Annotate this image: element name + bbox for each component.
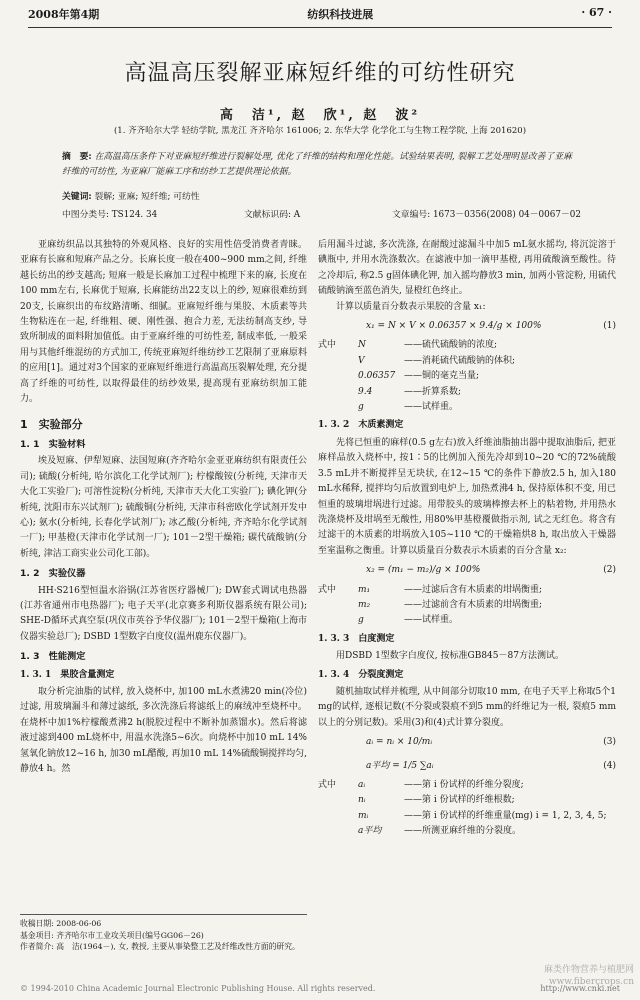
equation-1 <box>318 315 616 338</box>
subsection-heading: 1. 3 性能测定 <box>20 651 86 663</box>
pectin-paragraph: 取分析完油脂的试样, 放入烧杯中, 加100 mL水煮沸20 min(冷位)过滤, 用玻璃漏斗和薄过滤纸, 多次洗涤后将滤纸上的麻绒冲至烧杯中。在烧杯中加1%柠檬酸煮沸2 h(脱胶过程中不断补加蒸馏水)。然后将滤液过滤到400 mL烧杯中, 用温水洗涤5~6次。向烧杯中加10 mL 14%氢氧化钠放12~16 h, 加30 mL醋酸, 再加10 mL 14%硫酸铜搅拌均匀, 静放4 h。然 <box>20 686 307 774</box>
abstract <box>62 150 578 180</box>
definition-label <box>318 338 616 353</box>
equation-1-number: (1) <box>603 321 616 332</box>
affiliation: (1. 齐齐哈尔大学 轻纺学院, 黑龙江 齐齐哈尔 161006; 2. 东华大学 化学化工与生物工程学院, 上海 201620) <box>113 126 527 136</box>
symbol: mᵢ <box>358 810 369 821</box>
subsection-heading: 1. 1 实验材料 <box>20 438 86 450</box>
definition-row <box>318 793 616 808</box>
lignin-paragraph: 先将已恒重的麻样(0.5 g左右)放入纤维油脂抽出器中提取油脂后, 把亚麻样品放入烧杯中, 按1∶5的比例加入预先冷却到10~20 ℃的72%硫酸3.5 mL并不断搅拌呈无块状, 在12~15 ℃的条件下静放2.5 h, 加入180 mL水稀释, 搅拌均匀后放置到电炉上, 加热煮沸4 h, 保持原体积不变, 用已恒重的玻璃坩埚进行过滤。用带胶头的玻璃棒擦去杯上的粘着物, 并用热水洗涤烧杯及坩埚至无酸性, 用80%甲基橙覆做指示剂, 试之无红色。将含有过滤干的木质素的坩埚放入105~110 ℃的干燥箱烘8 h, 取出放入干燥器至室温称之衡重。计算以质量百分数表示木质素的百分含量 x₂: <box>318 437 616 556</box>
equation-3-body: aᵢ = nᵢ × 10/mᵢ <box>366 737 433 748</box>
equation-2-body: x₂ = (m₁ − m₂)/g × 100% <box>366 565 481 576</box>
classification-line <box>62 207 612 220</box>
right-column <box>318 238 616 840</box>
symbol-description: ——过滤前含有木质素的坩埚衡重; <box>404 599 543 610</box>
symbol: g <box>358 402 364 413</box>
symbol-description: ——硫代硫酸钠的浓度; <box>404 340 498 351</box>
symbol: nᵢ <box>358 795 366 806</box>
definition-list-2 <box>318 583 616 629</box>
equation-4-number: (4) <box>603 760 616 771</box>
authors: 高 洁¹, 赵 欣¹, 赵 波² <box>219 108 421 123</box>
pectin-continued-paragraph: 后用漏斗过滤, 多次洗涤, 在耐酸过滤漏斗中加5 mL氨水摇均, 将沉淀溶于碘瓶中, 并用水洗涤数次。在滤液中加一滴甲基橙, 再用硫酸滴至酸性。待之冷却后, 称2.5 g固体碘化钾, 加入摇均静放3 min, 加两小管淀粉, 用硫代硫酸钠滴至蓝色消失, 显橙红色终止。 <box>318 240 616 297</box>
equation-3 <box>318 731 616 754</box>
equation-4-body: a平均 = 1/5 ∑aᵢ <box>366 760 434 771</box>
equation-3-number: (3) <box>603 737 616 748</box>
symbol: a平均 <box>358 826 382 837</box>
symbol: m₂ <box>358 599 371 610</box>
definition-row <box>318 613 616 628</box>
definition-label <box>318 778 616 793</box>
subsubsection-heading: 1. 3. 3 白度测定 <box>318 633 395 644</box>
symbol: V <box>358 355 365 366</box>
equation-1-body: x₁ = N × V × 0.06357 × 9.4/g × 100% <box>366 321 542 332</box>
journal-name: 纺织科技进展 <box>307 8 374 21</box>
symbol: 9.4 <box>358 386 373 397</box>
definition-row <box>318 354 616 369</box>
issue-label: 2008年第4期 <box>28 8 100 21</box>
subsubsection-heading: 1. 3. 2 木质素测定 <box>318 420 404 431</box>
keywords <box>62 189 578 202</box>
abstract-label: 摘 要: <box>62 152 92 162</box>
subsection-heading: 1. 2 实验仪器 <box>20 568 86 580</box>
equation-2 <box>318 559 616 582</box>
where-label: 式中 <box>318 340 337 351</box>
symbol: aᵢ <box>358 780 366 790</box>
splitting-paragraph: 随机抽取试样并梳理, 从中间部分切取10 mm, 在电子天平上称取5个1 mg的试样, 逐根记数(不分裂或裂痕不到5 mm的纤维记为一根, 裂痕5 mm以上的分别记数)。采用(3)和(4)式计算分裂度。 <box>318 686 616 728</box>
materials-paragraph: 埃及短麻、伊犁短麻、法国短麻(齐齐哈尔金亚亚麻纺织有限责任公司); 硫酸(分析纯, 哈尔滨化工化学试剂厂); 柠檬酸铵(分析纯, 天津市天大化工实验厂); 可溶性淀粉(分析纯, 天津市天大化工实验厂); 碘化钾(分析纯, 沈阳市东兴试剂厂); 硫酸铜(分析纯, 天津市科密欧化学试剂开发中心); 氨水(分析纯, 长春化学试剂厂); 冰乙酸(分析纯, 齐齐哈尔化学试剂一厂); 甲基橙(天津市化学试剂一厂); 101－2型干燥箱; 碳代硫酸钠(分析纯, 津洁工商实业公司化工部)。 <box>20 456 307 559</box>
copyright-text: © 1994-2010 China Academic Journal Electronic Publishing House. All rights reserved. <box>20 984 376 993</box>
equation-4 <box>318 755 616 778</box>
subsubsection-heading: 1. 3. 4 分裂度测定 <box>318 669 404 680</box>
definition-list-3 <box>318 778 616 840</box>
keywords-text: 裂解; 亚麻; 短纤维; 可纺性 <box>94 192 200 202</box>
left-column <box>20 238 307 777</box>
symbol-description: ——试样重。 <box>404 402 459 413</box>
symbol-description: ——所测亚麻纤维的分裂度。 <box>404 826 522 837</box>
where-label: 式中 <box>318 584 337 595</box>
copyright-footer <box>20 984 620 993</box>
symbol-description: ——第 i 份试样的纤维根数; <box>404 795 515 806</box>
symbol-description: ——第 i 份试样的纤维重量(mg) i = 1, 2, 3, 4, 5; <box>404 810 607 821</box>
subsubsection-heading: 1. 3. 1 果胶含量测定 <box>20 669 115 680</box>
definition-row <box>318 385 616 400</box>
instruments-paragraph: HH·S216型恒温水浴锅(江苏省医疗器械厂); DW套式调试电热器(江苏省通州市电热器厂); 电子天平(北京赛多利斯仪器系统有限公司); SHE-D循环式真空泵(巩仪市英谷予华仪器厂); 101－2型干燥箱(上海市仪器实验总厂); DSBD 1型数字白度仪(温州鹿东仪器厂)。 <box>20 585 307 642</box>
definition-row <box>318 809 616 824</box>
section-heading: 1 实验部分 <box>20 418 83 432</box>
article-number: 文章编号: 1673－0356(2008) 04－0067－02 <box>392 210 581 220</box>
footnote-block <box>20 914 307 953</box>
definition-list-1 <box>318 338 616 415</box>
keywords-label: 关键词: <box>62 192 92 202</box>
watermark-line-1: 麻类作物营养与植肥网 <box>543 965 634 975</box>
symbol-description: ——铜的毫克当量; <box>404 371 480 382</box>
class-number: 中图分类号: TS124. 34 <box>62 210 158 220</box>
symbol: 0.06357 <box>358 371 396 382</box>
pectin-formula-intro: 计算以质量百分数表示果胶的含量 x₁: <box>336 301 486 312</box>
definition-row <box>318 400 616 415</box>
whiteness-paragraph: 用DSBD 1型数字白度仪, 按标准GB845－87方法测试。 <box>336 651 564 662</box>
document-code: 文献标识码: A <box>244 210 301 220</box>
symbol: N <box>358 340 366 351</box>
symbol-description: ——消耗硫代硫酸钠的体积; <box>404 355 516 366</box>
where-label: 式中 <box>318 780 337 790</box>
watermark-line-2: www.fibercrops.cn <box>548 977 634 987</box>
intro-paragraph: 亚麻纺织品以其独特的外观风格、良好的实用性倍受消费者青睐。亚麻有长麻和短麻产品之分。长麻长度一般在400~900 mm之间, 纤维越长纺出的纱支越高; 短麻一般是长麻加工过程中梳理下来的麻, 长度在100 mm左右, 长麻优于短麻, 长麻能纺出22支以上的纱, 短麻很难纺到20支, 长麻织出的布纹路清晰、细腻。亚麻短纤维与果胶、木质素等共生物粘连在一起, 纤维粗、硬、刚性强、抱合力差, 无法纺制高支纱, 导致所制成的面料附加值低。由于亚麻纤维的可纺性差, 制成率低, 一般采用与其他纤维混纺的方式加工, 传统亚麻短纤维纺纱工艺限制了亚麻原料的应用[1]。通过对3个国家的亚麻短纤维进行高温高压裂解处理, 充分提高了纤维的可纺性, 以取得最佳的纺纱效果, 提高现有亚麻纺织加工能力。 <box>20 240 307 405</box>
cnki-url: http://www.cnki.net <box>540 984 620 993</box>
author-bio: 作者简介: 高 洁(1964－), 女, 教授, 主要从事染整工艺及纤维改性方面的研究。 <box>20 942 300 952</box>
page-number: · 67 · <box>581 6 612 19</box>
abstract-text: 在高温高压条件下对亚麻短纤维进行裂解处理, 优化了纤维的结构和理化性能。试验结果表明, 裂解工艺处理明显改善了亚麻纤维的可纺性, 为亚麻厂能麻工序和纺纱工艺提供理论依据。 <box>62 152 572 177</box>
symbol-description: ——过滤后含有木质素的坩埚衡重; <box>404 584 543 595</box>
symbol-description: ——第 i 份试样的纤维分裂度; <box>404 780 524 790</box>
running-header <box>28 6 612 28</box>
symbol-description: ——折算系数; <box>404 386 462 397</box>
definition-label <box>318 583 616 598</box>
symbol-description: ——试样重。 <box>404 615 459 626</box>
paper-title: 高温高压裂解亚麻短纤维的可纺性研究 <box>124 61 516 86</box>
definition-row <box>318 369 616 384</box>
definition-row <box>318 598 616 613</box>
symbol: m₁ <box>358 584 371 595</box>
funding: 基金项目: 齐齐哈尔市工业攻关项目(编号GG06－26) <box>20 930 204 940</box>
received-date: 收稿日期: 2008-06-06 <box>20 919 102 928</box>
equation-2-number: (2) <box>603 565 616 576</box>
definition-row <box>318 824 616 839</box>
symbol: g <box>358 615 364 626</box>
